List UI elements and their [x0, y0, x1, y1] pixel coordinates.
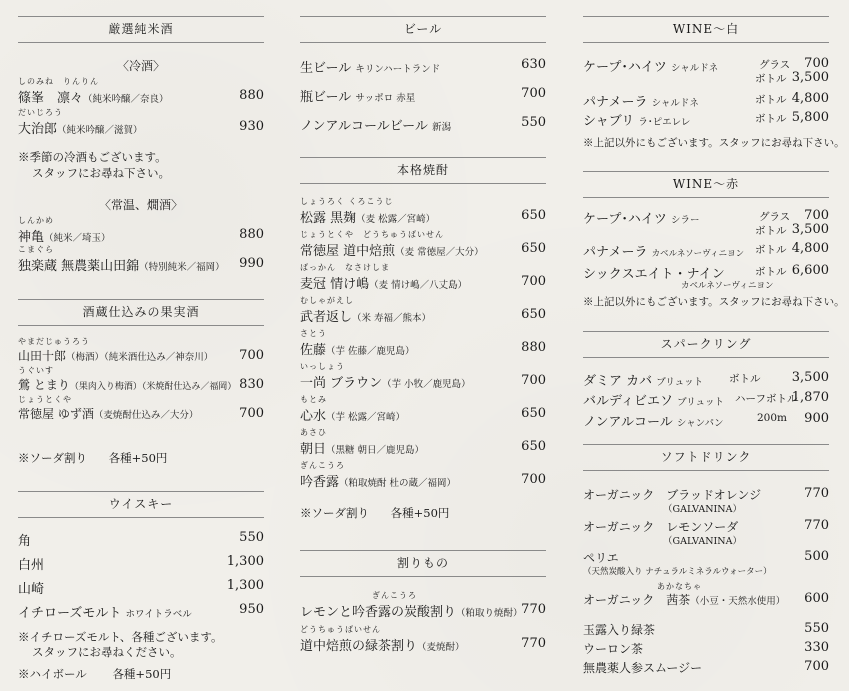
item-name: 武者返し	[300, 310, 353, 325]
item-price: 630	[521, 57, 546, 72]
item-sub: （粕取り焼酎）	[456, 608, 523, 619]
item-sub: （芋 松露／宮崎）	[326, 412, 406, 423]
item-name: 一尚 ブラウン	[300, 376, 383, 391]
item-name: 常徳屋 ゆず酒	[18, 407, 94, 421]
item-price: 550	[804, 621, 829, 636]
ruby: ばっかん なさけしま	[300, 263, 390, 272]
ruby: こまぐら	[18, 245, 54, 254]
item-sub: （麦焼酎仕込み／大分）	[93, 410, 199, 421]
menu-item	[583, 110, 829, 128]
soda-label: ※ソーダ割り	[18, 451, 87, 465]
item-price: 550	[521, 115, 546, 130]
menu-item	[18, 394, 264, 424]
ruby: どうちゅうばいせん	[300, 625, 381, 634]
note: スタッフにお尋ね下さい。	[32, 166, 170, 180]
menu-item	[300, 115, 546, 133]
section-sparkling	[583, 331, 829, 441]
highball-note	[18, 667, 171, 682]
item-name: バルディビエソ	[583, 394, 673, 409]
item-name: 吟香露	[300, 475, 340, 490]
item-price: 830	[239, 377, 264, 392]
item-price: 770	[521, 636, 546, 651]
item-unit: グラス	[759, 59, 791, 71]
item-price: 1,300	[226, 554, 264, 569]
ruby: あさひ	[300, 428, 327, 437]
item-price: 650	[521, 241, 546, 256]
item-price: 700	[804, 659, 829, 674]
soda-label: ※ソーダ割り	[300, 506, 369, 520]
item-sub: キリンハートランド	[355, 64, 441, 75]
menu-item	[18, 530, 264, 548]
item-unit: ボトル	[755, 225, 787, 237]
menu-item	[583, 486, 829, 516]
menu-item	[300, 196, 546, 224]
item-name: 白州	[18, 558, 45, 573]
note: ※上記以外にもございます。スタッフにお尋ね下さい。	[583, 137, 845, 149]
item-price: 4,800	[791, 91, 829, 106]
item-price: 930	[239, 119, 264, 134]
menu-item	[18, 602, 264, 620]
menu-item	[18, 215, 264, 245]
item-name: 松露 黒麹	[300, 211, 357, 226]
item-price: 770	[804, 518, 829, 533]
menu-item	[18, 554, 264, 572]
item-sub: （純米／埼玉）	[44, 233, 111, 244]
item-name: ウーロン茶	[583, 642, 644, 656]
item-price: 330	[804, 640, 829, 655]
item-name: ケープ･ハイツ	[583, 212, 667, 227]
menu-item	[300, 86, 546, 104]
item-name: 玉露入り緑茶	[583, 623, 656, 637]
subsection-cold: 〈冷酒〉	[116, 59, 165, 73]
item-price: 770	[804, 486, 829, 501]
item-sub: （小豆・天然水使用）	[690, 596, 786, 607]
menu-item	[18, 578, 264, 596]
menu-item	[583, 91, 829, 109]
item-sub: 新潟	[432, 122, 452, 133]
ruby: しょうろく くろこうじ	[300, 197, 394, 206]
menu-item	[300, 624, 546, 654]
item-sub: カベルネソーヴィニヨン	[651, 249, 745, 259]
section-title: スパークリング	[583, 331, 829, 358]
menu-item	[300, 262, 546, 290]
item-sub: （黒糖 朝日／鹿児島）	[326, 445, 425, 456]
note: スタッフにお尋ねください。	[32, 645, 182, 659]
note: ※季節の冷酒もございます。	[18, 150, 167, 164]
item-unit: ボトル	[729, 373, 761, 385]
item-name: ケープ･ハイツ	[583, 60, 667, 75]
menu-item	[18, 244, 264, 274]
item-price: 950	[239, 602, 264, 617]
menu-item	[583, 621, 829, 639]
item-price: 6,600	[791, 263, 829, 278]
item-sub: （麦焼酎）	[417, 642, 465, 653]
note: ※イチローズモルト、各種ございます。	[18, 630, 223, 644]
item-name: オーガニック 茜茶	[583, 593, 691, 607]
ruby: むしゃがえし	[300, 296, 354, 305]
menu-item	[300, 460, 546, 488]
item-name: 生ビール	[300, 61, 352, 76]
item-price: 550	[239, 530, 264, 545]
item-name: 常徳屋 道中焙煎	[300, 244, 396, 259]
item-sub: （純米吟醸／奈良）	[83, 94, 169, 105]
item-sub: （GALVANINA）	[663, 504, 742, 515]
item-sub: （粕取焼酎 杜の蔵／福岡）	[339, 478, 457, 489]
column-left	[18, 16, 264, 681]
menu-item	[583, 549, 829, 579]
item-unit: ボトル	[755, 244, 787, 256]
section-beer	[300, 16, 546, 146]
item-price: 1,300	[226, 578, 264, 593]
section-title: WINE〜赤	[583, 171, 829, 198]
item-price: 4,800	[791, 241, 829, 256]
item-name: 独楽蔵 無農薬山田錦	[18, 259, 140, 274]
menu-item	[583, 263, 829, 291]
item-price: 3,500	[791, 370, 829, 385]
item-price: 650	[521, 208, 546, 223]
item-price: 700	[521, 274, 546, 289]
item-name: 麦冠 情け嶋	[300, 277, 370, 292]
menu-item	[583, 208, 829, 240]
item-sub: （米 寿福／熊本）	[352, 313, 432, 324]
item-name: ノンアルコールビール	[300, 119, 428, 134]
item-sub: ラ･ピエレレ	[638, 117, 691, 128]
menu-item	[18, 365, 264, 395]
soda-note	[300, 506, 449, 521]
menu-item	[300, 361, 546, 389]
section-title: 本格焼酎	[300, 157, 546, 184]
item-price: 880	[239, 88, 264, 103]
section-title: WINE〜白	[583, 16, 829, 43]
item-sub: シャンパン	[676, 418, 724, 429]
item-sub: （麦 常徳屋／大分）	[395, 247, 484, 258]
item-unit: 200m	[757, 412, 787, 424]
item-name: レモンと吟香露の炭酸割り	[300, 605, 457, 620]
item-name: 篠峯 凛々	[18, 91, 84, 106]
menu-item	[583, 390, 829, 408]
item-sub: （麦 松露／宮崎）	[356, 214, 436, 225]
item-sub: サッポロ 赤星	[355, 93, 416, 104]
item-price: 650	[521, 307, 546, 322]
item-name: ペリエ	[583, 551, 619, 565]
item-price: 650	[521, 439, 546, 454]
menu-item	[18, 107, 264, 137]
section-white-wine	[583, 16, 845, 166]
menu-item	[18, 76, 264, 106]
ruby: じょうとくや	[18, 395, 72, 404]
ruby: もとみ	[300, 395, 327, 404]
item-name: ダミア カバ	[583, 374, 653, 389]
ruby: だいじろう	[18, 108, 63, 117]
ruby: さとう	[300, 329, 327, 338]
soda-note	[18, 451, 167, 466]
ruby: いっしょう	[300, 362, 345, 371]
item-price: 700	[804, 56, 829, 71]
item-price: 5,800	[791, 110, 829, 125]
menu-item	[583, 370, 829, 388]
menu-item	[583, 640, 829, 658]
menu-item	[300, 590, 546, 620]
ruby: やまだじゅうろう	[18, 337, 90, 346]
item-name: シックスエイト・ナイン	[583, 267, 725, 282]
item-sub: シラー	[671, 215, 700, 226]
item-price: 990	[239, 256, 264, 271]
menu-item	[300, 229, 546, 257]
item-price: 880	[239, 227, 264, 242]
item-name: 無農薬人参スムージー	[583, 661, 703, 675]
item-price: 650	[521, 406, 546, 421]
item-name: 神亀	[18, 230, 45, 245]
menu-item	[583, 411, 829, 429]
item-price: 700	[239, 406, 264, 421]
item-sub: ブリュット	[656, 377, 704, 388]
item-price: 880	[521, 340, 546, 355]
item-name: ノンアルコール	[583, 415, 673, 430]
section-sake	[18, 16, 264, 274]
item-sub: ブリュット	[677, 397, 724, 408]
menu-item	[583, 56, 829, 88]
item-unit: ボトル	[755, 73, 787, 85]
column-right	[583, 16, 845, 675]
item-name: 朝日	[300, 442, 327, 457]
item-unit: ボトル	[755, 266, 787, 278]
menu-item	[583, 518, 829, 548]
section-title: ビール	[300, 16, 546, 43]
section-mixed-drinks	[300, 550, 546, 680]
item-price: 700	[521, 472, 546, 487]
menu-item	[300, 394, 546, 422]
item-name: 佐藤	[300, 343, 327, 358]
menu-item	[18, 336, 264, 366]
column-middle	[300, 16, 546, 654]
menu-item	[300, 57, 546, 75]
item-sub: （純米吟醸／滋賀）	[57, 125, 143, 136]
item-name: 心水	[300, 409, 327, 424]
item-price: 600	[804, 591, 829, 606]
ruby: しのみね りんりん	[18, 77, 99, 86]
item-sub: ホワイトラベル	[125, 609, 192, 620]
item-unit: ボトル	[755, 113, 787, 125]
item-name: 山崎	[18, 582, 45, 597]
item-name: オーガニック レモンソーダ	[583, 520, 739, 534]
item-name: シャブリ	[583, 114, 635, 129]
item-sub: シャルドネ	[671, 63, 719, 74]
item-price: 700	[239, 348, 264, 363]
section-title: 厳選純米酒	[18, 16, 264, 43]
item-sub: （GALVANINA）	[663, 536, 742, 547]
item-name: 角	[18, 534, 32, 549]
note: ※上記以外にもございます。スタッフにお尋ね下さい。	[583, 296, 845, 308]
section-title: 酒蔵仕込みの果実酒	[18, 299, 264, 326]
item-price: 700	[804, 208, 829, 223]
section-fruit-liqueur	[18, 299, 264, 469]
item-name: パナメーラ	[583, 245, 648, 260]
item-name: 山田十郎	[18, 349, 67, 363]
item-sub: （梅酒）（純米酒仕込み／神奈川）	[66, 352, 214, 363]
item-name: 大治郎	[18, 122, 58, 137]
ruby: うぐいす	[18, 366, 54, 375]
ruby: ぎんこうろ	[372, 591, 417, 600]
ruby: あかなちゃ	[657, 582, 702, 591]
item-price: 700	[521, 373, 546, 388]
highball-label: ※ハイボール	[18, 667, 87, 681]
section-whisky	[18, 491, 264, 691]
item-price: 770	[521, 602, 546, 617]
item-name: 道中焙煎の緑茶割り	[300, 639, 418, 654]
section-soft-drinks	[583, 444, 829, 684]
item-price: 500	[804, 549, 829, 564]
menu-item	[583, 241, 829, 259]
section-title: 割りもの	[300, 550, 546, 577]
item-price: 3,500	[791, 70, 829, 85]
soda-price: 各種+50円	[390, 506, 450, 520]
item-sub: （果肉入り梅酒）（米焼酎仕込み／福岡）	[69, 382, 237, 392]
subsection-warm: 〈常温、燗酒〉	[98, 198, 183, 212]
ruby: じょうとくや どうちゅうばいせん	[300, 230, 444, 239]
ruby: ぎんこうろ	[300, 461, 345, 470]
item-price: 900	[804, 411, 829, 426]
item-unit: ボトル	[755, 94, 787, 106]
item-price: 700	[521, 86, 546, 101]
item-name: 鶯 とまり	[18, 378, 70, 392]
menu-item	[300, 295, 546, 323]
item-price: 1,870	[791, 390, 829, 405]
item-sub: シャルドネ	[651, 98, 699, 109]
section-title: ウイスキー	[18, 491, 264, 518]
item-name: 瓶ビール	[300, 90, 352, 105]
item-sub: （特別純米／福岡）	[139, 262, 225, 273]
item-sub: （天然炭酸入り ナチュラルミネラルウォーター）	[583, 567, 772, 577]
menu-item	[300, 427, 546, 455]
section-red-wine	[583, 171, 845, 321]
ruby: しんかめ	[18, 216, 54, 225]
menu-item	[583, 659, 829, 677]
item-name: オーガニック ブラッドオレンジ	[583, 488, 762, 502]
menu-item	[583, 581, 829, 611]
section-title: ソフトドリンク	[583, 444, 829, 471]
item-unit: グラス	[759, 211, 791, 223]
menu-item	[300, 328, 546, 356]
section-shochu	[300, 157, 546, 537]
item-name: パナメーラ	[583, 95, 648, 110]
item-sub: （芋 佐藤／鹿児島）	[326, 346, 415, 357]
item-sub: （芋 小牧／鹿児島）	[382, 379, 471, 390]
item-name: イチローズモルト	[18, 606, 122, 621]
highball-price: 各種+50円	[112, 667, 172, 681]
item-sub: カベルネソーヴィニヨン	[681, 281, 774, 291]
item-sub: （麦 情け嶋／八丈島）	[369, 280, 468, 291]
item-price: 3,500	[791, 222, 829, 237]
soda-price: 各種+50円	[108, 451, 168, 465]
item-unit: ハーフボトル	[735, 393, 798, 405]
